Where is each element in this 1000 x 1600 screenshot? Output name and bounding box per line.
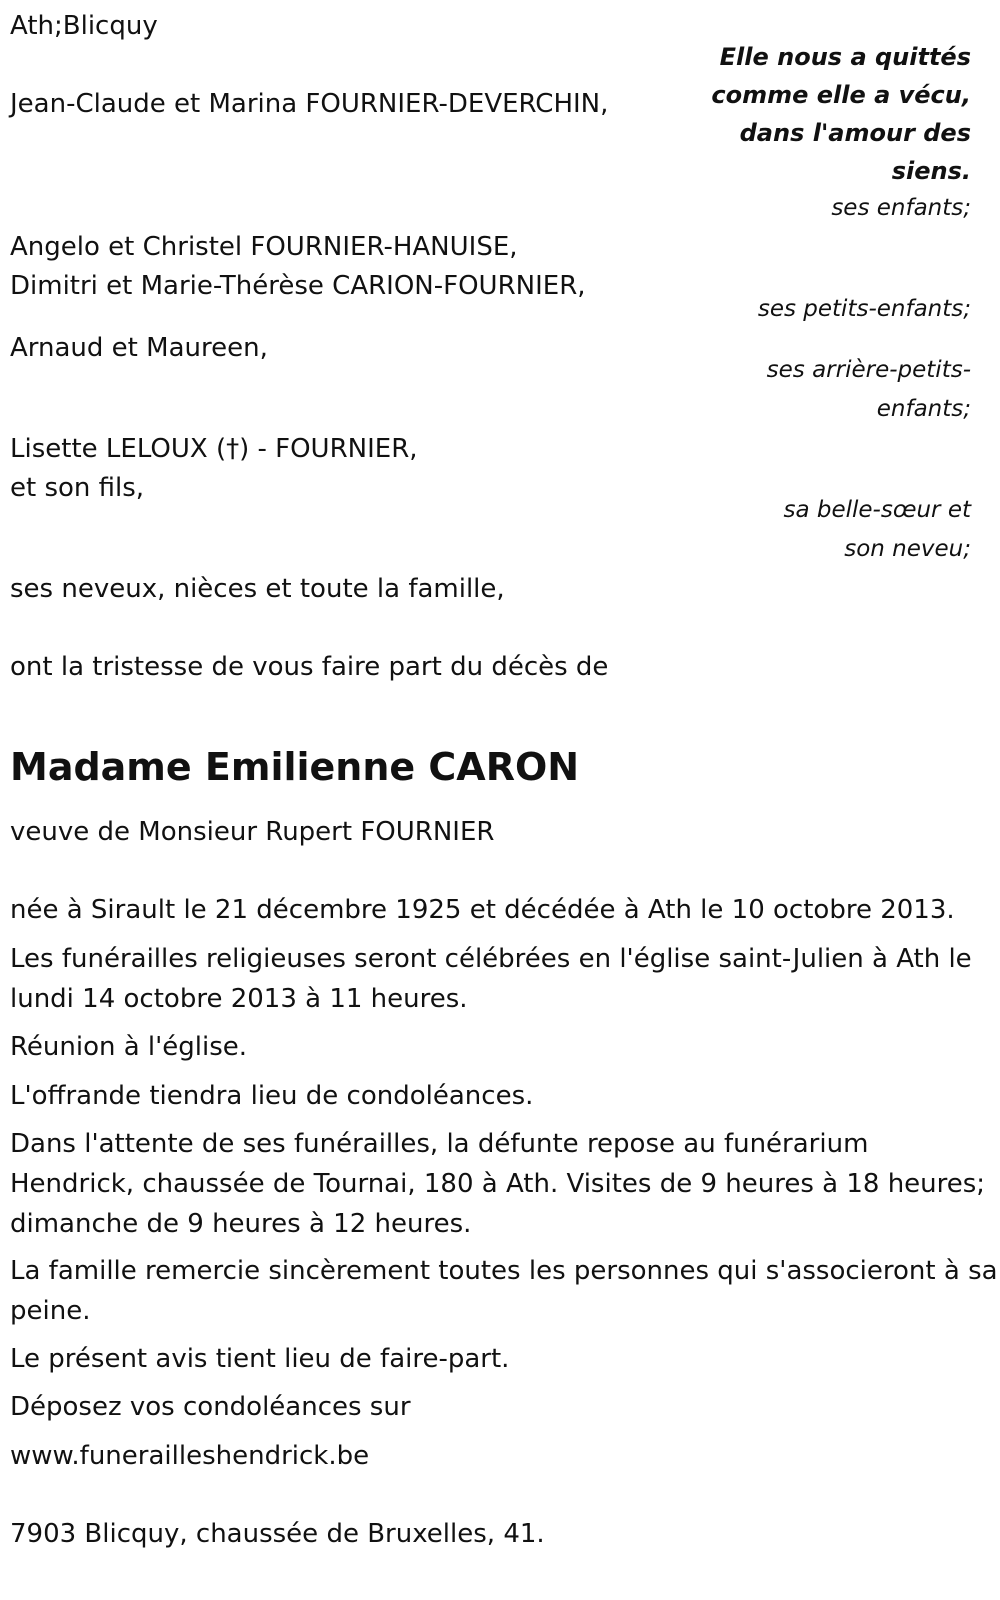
header-locations: Ath;Blicquy (10, 11, 158, 41)
meeting-place: Réunion à l'église. (10, 1032, 248, 1062)
visitation-info: Dans l'attente de ses funérailles, la défunte repose au funérarium Hendrick, chaussée de Tournai, 180 à Ath. Visites de 9 heures à 18 heures; dimanche de 9 heures à 12 heures. (10, 1129, 986, 1239)
condolences-prompt: Déposez vos condoléances sur (10, 1392, 411, 1422)
family-names-7: ses neveux, nièces et toute la famille, (10, 574, 505, 604)
deceased-name: Madame Emilienne CARON (10, 745, 580, 789)
announcement-text: ont la tristesse de vous faire part du décès de (10, 652, 609, 682)
family-address: 7903 Blicquy, chaussée de Bruxelles, 41. (10, 1519, 545, 1549)
family-names-5: Lisette LELOUX (†) - FOURNIER, (10, 434, 418, 464)
family-names-6: et son fils, (10, 473, 145, 503)
memorial-quote: Elle nous a quittés comme elle a vécu, dans l'amour des siens. (711, 43, 971, 185)
family-names-2: Angelo et Christel FOURNIER-HANUISE, (10, 232, 518, 262)
family-relation-1: ses enfants; (831, 195, 971, 221)
family-relation-6: sa belle-sœur et son neveu; (783, 497, 971, 562)
family-names-3: Dimitri et Marie-Thérèse CARION-FOURNIER, (10, 271, 586, 301)
offering-note: L'offrande tiendra lieu de condoléances. (10, 1081, 534, 1111)
family-relation-3: ses petits-enfants; (757, 296, 971, 322)
funeral-service: Les funérailles religieuses seront célébrées en l'église saint-Julien à Ath le lundi 14 octobre 2013 à 11 heures. (10, 944, 972, 1014)
notice-statement: Le présent avis tient lieu de faire-part. (10, 1344, 510, 1374)
family-relation-4: ses arrière-petits- enfants; (766, 357, 971, 422)
family-names-1: Jean-Claude et Marina FOURNIER-DEVERCHIN, (10, 89, 609, 119)
birth-death-dates: née à Sirault le 21 décembre 1925 et décédée à Ath le 10 octobre 2013. (10, 895, 955, 925)
family-names-4: Arnaud et Maureen, (10, 333, 268, 363)
deceased-spouse: veuve de Monsieur Rupert FOURNIER (10, 817, 495, 847)
condolences-website-link[interactable]: www.funerailleshendrick.be (10, 1441, 370, 1471)
family-thanks: La famille remercie sincèrement toutes les personnes qui s'associeront à sa peine. (10, 1256, 998, 1326)
